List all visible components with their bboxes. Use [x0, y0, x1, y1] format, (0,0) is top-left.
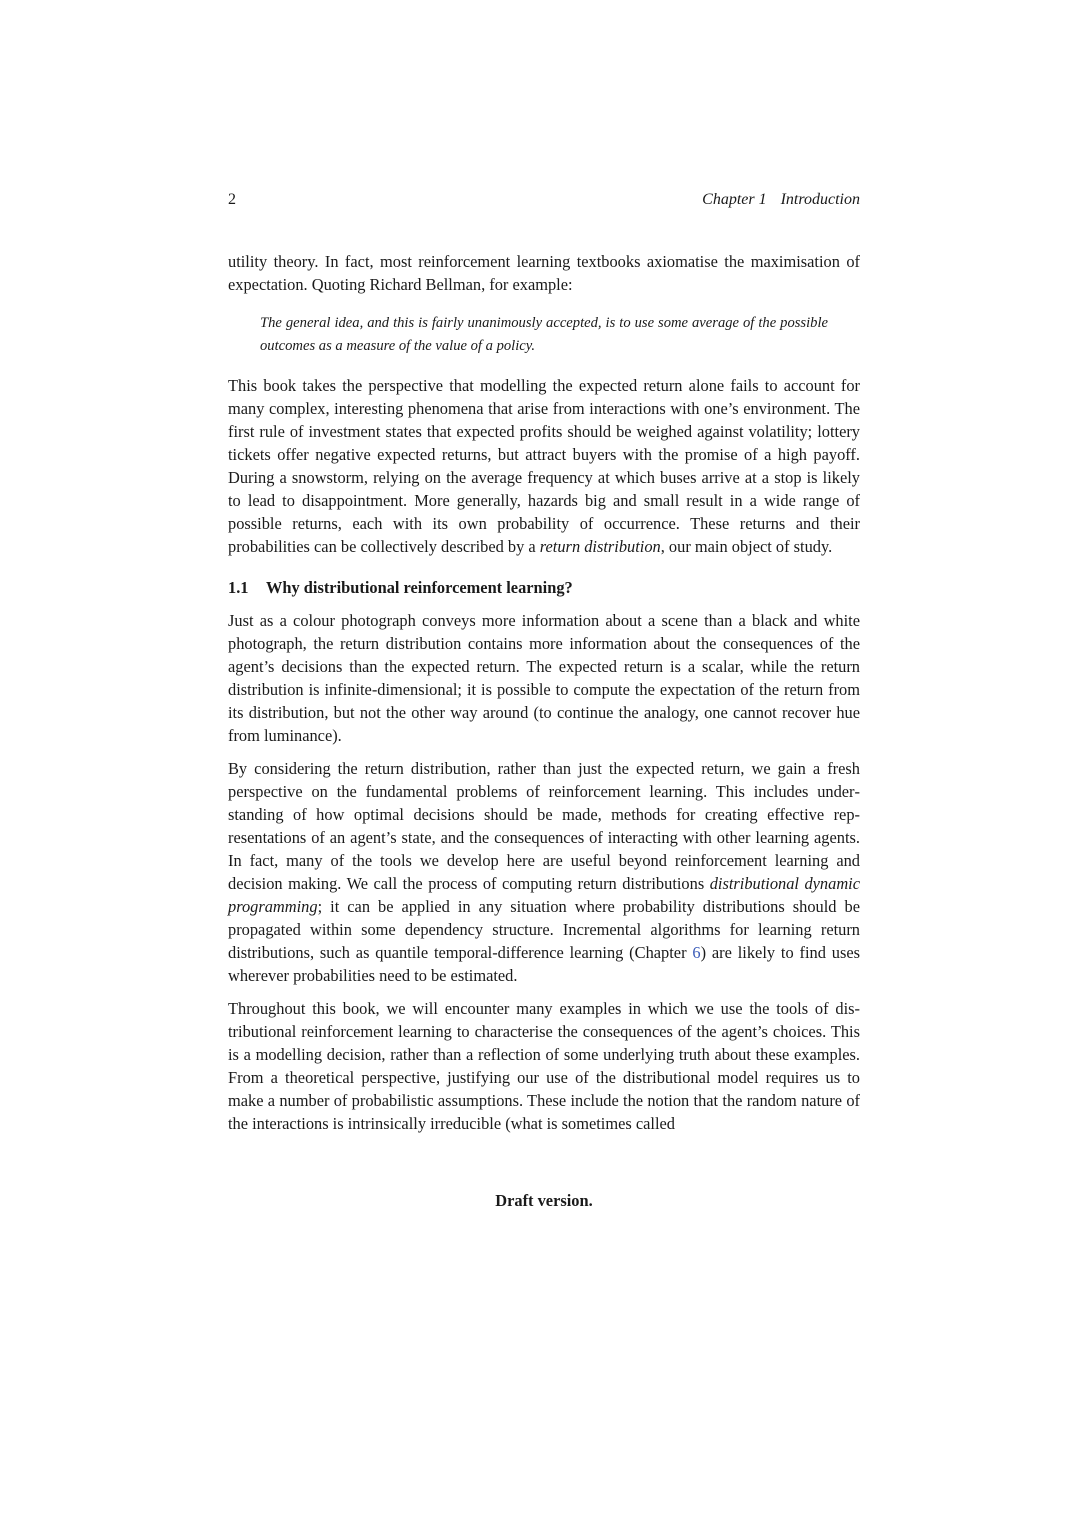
paragraph-fresh-perspective: [228, 757, 860, 987]
paragraph-text: ) are likely to find uses wherever probabilities need to be estimated.: [228, 943, 860, 985]
running-head: [228, 186, 860, 216]
book-page: [228, 186, 860, 1216]
paragraph-text: , our main object of study.: [660, 537, 833, 556]
paragraph-return-distribution: [228, 374, 860, 558]
section-number: 1.1: [228, 578, 249, 597]
section-title: Why distributional reinforcement learning?: [266, 578, 573, 597]
paragraph-colour-photograph: Just as a colour photograph conveys more information about a scene than a black and white photograph, the return distribution contains more information about the consequences of the agent’s decisions than the expected return. The expected return is a scalar, while the return distribution is infinite-dimensional; it is possible to compute the expectation of the return from its distribution, but not the other way around (to continue the analogy, one cannot recover hue from luminance).: [228, 611, 860, 745]
paragraph-modelling-decision: Throughout this book, we will encounter many examples in which we use the tools of distributional reinforcement learning to characterise the consequences of the agent’s choices. This is a modelling decision, rather than a reflection of some underlying truth about these examples. From a theoretical perspective, justifying our use of the distributional model requires us to make a number of probabilistic assumptions. These include the notion that the random nature of the interactions is intrinsically irreducible (what is sometimes called: [228, 999, 860, 1133]
paragraph-text: This book takes the perspective that modelling the expected return alone fails to account for many complex, interesting phenomena that arise from interactions with one’s environment. The first rule of investment states that expected profits should be weighed against volatility; lottery tickets offer negative expected returns, but attract buyers with the promise of a high payoff. During a snowstorm, relying on the average frequency at which buses arrive at a stop is likely to lead to disappointment. More generally, hazards big and small result in a wide range of possible returns, each with its own probability of occurrence. These returns and their probabilities can be collectively described by a: [228, 376, 860, 556]
chapter-title: Introduction: [780, 191, 860, 208]
page-number: 2: [228, 191, 236, 208]
section-heading: [228, 576, 860, 599]
chapter-link[interactable]: 6: [692, 943, 701, 962]
bellman-quote: The general idea, and this is fairly unanimously accepted, is to use some average of the possible outcomes as a measure of the value of a policy.: [260, 315, 828, 354]
draft-footer: Draft version.: [495, 1191, 593, 1210]
body-text: [228, 250, 860, 1135]
emphasis-distributional-dp: distributional dynamic programming: [228, 874, 860, 916]
emphasis-return-distribution: return distribution: [539, 537, 661, 556]
paragraph-text: By considering the return distribution, rather than just the expected return, we gain a fresh perspective on the fundamental problems of reinforcement learning. This includes understanding of how optimal decisions should be made, methods for creating effective representations of an agent’s state, and the consequences of interacting with other learning agents. In fact, many of the tools we develop here are useful beyond reinforcement learning and decision making. We call the process of computing return distributions: [228, 759, 860, 893]
intro-paragraph: utility theory. In fact, most reinforcement learning textbooks axiomatise the maximisation of expectation. Quoting Richard Bellman, for example:: [228, 252, 860, 294]
paragraph-text: ; it can be applied in any situation where probability distributions should be propagated within some dependency structure. Incremental algorithms for learning return distributions, such as quantile temporal-difference learning (Chapter: [228, 897, 860, 962]
chapter-label: Chapter 1: [702, 191, 767, 208]
chapter-heading: [702, 191, 860, 209]
